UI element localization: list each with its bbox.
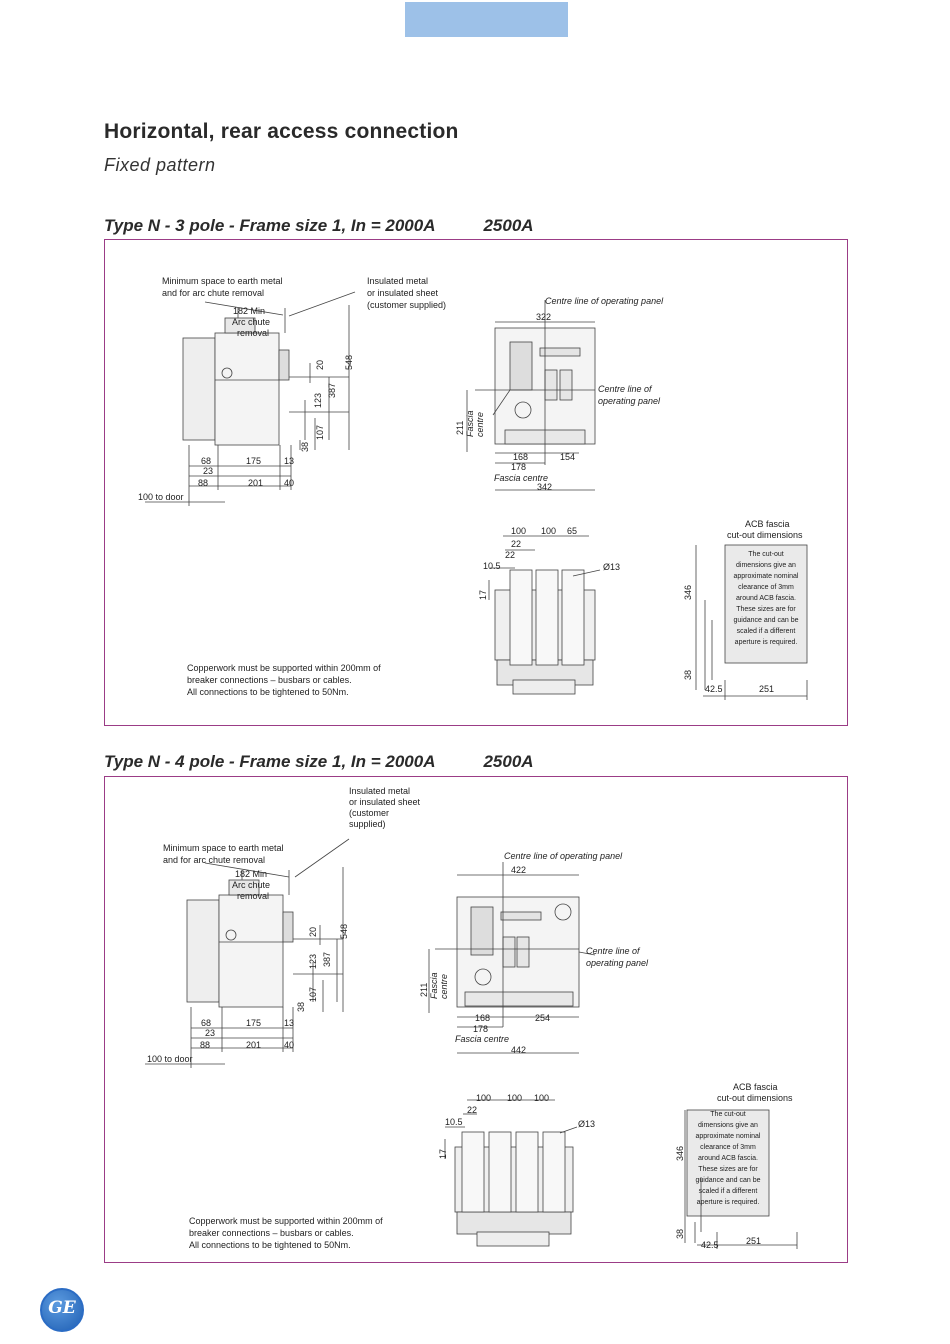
label-fascia-centre-2: Fascia centre [455, 1034, 510, 1044]
dim-107: 107 [315, 424, 325, 440]
label-insulated-2-2: or insulated sheet [349, 797, 421, 807]
dim-pitch-3: 65 [567, 526, 578, 536]
label-centre-line-right-2-2: operating panel [586, 958, 649, 968]
dim-42-5-2: 42.5 [701, 1240, 719, 1250]
label-fascia-2: Fascia [429, 972, 439, 999]
dim-211: 211 [455, 420, 465, 435]
dim-cut-38: 38 [683, 669, 693, 680]
dim-123: 123 [313, 392, 323, 408]
dim-23: 23 [203, 466, 214, 476]
copperwork-note-1: Copperwork must be supported within 200mm of [187, 663, 381, 673]
copperwork-note-2-2: breaker connections – busbars or cables. [189, 1228, 354, 1238]
label-min-space: Minimum space to earth metal [162, 276, 283, 286]
section-1-drawing [105, 240, 847, 725]
cutout-note-5: around ACB fascia. [736, 595, 796, 602]
dim-total-width: 342 [537, 482, 553, 492]
dim-17: 17 [478, 589, 488, 600]
label-arc-removal-2: and for arc chute removal [163, 855, 266, 865]
section-2-heading-b: 2500A [483, 752, 534, 771]
dim-40-2: 40 [284, 1040, 295, 1050]
dim-pitch-3-2: 100 [534, 1093, 550, 1103]
dim-42-5: 42.5 [705, 684, 723, 694]
dim-23-2: 23 [205, 1028, 216, 1038]
dim-10-5: 10.5 [483, 561, 501, 571]
label-182-min-2: 182 Min [235, 869, 268, 879]
cutout-note-1-2: The cut-out [710, 1111, 746, 1118]
label-cutout-dims: cut-out dimensions [727, 530, 803, 540]
cutout-note-8: scaled if a different [736, 628, 796, 635]
dim-cut-38-2: 38 [675, 1228, 685, 1239]
dim-pitch-1: 100 [511, 526, 527, 536]
label-arc-chute: Arc chute [232, 317, 271, 327]
label-centre-line-right-1: Centre line of [598, 384, 652, 394]
copperwork-note-3-2: All connections to be tightened to 50Nm. [189, 1240, 351, 1250]
dim-22-b: 22 [505, 550, 516, 560]
dim-251-2: 251 [746, 1236, 762, 1246]
label-centre-line-right-2: operating panel [598, 396, 661, 406]
label-arc-chute-2: Arc chute [232, 880, 271, 890]
dim-total-width-2: 442 [511, 1045, 527, 1055]
cutout-note-5-2: around ACB fascia. [698, 1155, 758, 1162]
section-2-frame [104, 776, 848, 1263]
dim-phi-13-2: Ø13 [578, 1119, 596, 1129]
page-subtitle: Fixed pattern [104, 155, 216, 175]
dim-178: 178 [511, 462, 527, 472]
dim-387-2: 387 [322, 951, 332, 967]
section-1-heading [104, 216, 534, 236]
label-min-space-2: Minimum space to earth metal [163, 843, 284, 853]
label-182-min: 182 Min [233, 306, 266, 316]
label-acb-fascia-2: ACB fascia [733, 1082, 778, 1092]
section-1-heading-a: Type N - 3 pole - Frame size 1, In = 2000A [104, 216, 436, 235]
dim-68-2: 68 [201, 1018, 212, 1028]
copperwork-note-3: All connections to be tightened to 50Nm. [187, 687, 349, 697]
label-removal-2: removal [237, 891, 270, 901]
dim-88-2: 88 [200, 1040, 211, 1050]
cutout-note-3-2: approximate nominal [695, 1133, 761, 1140]
dim-20-2: 20 [308, 926, 318, 937]
dim-10-5-2: 10.5 [445, 1117, 463, 1127]
label-centre: centre [475, 411, 485, 437]
dim-13-2: 13 [284, 1018, 295, 1028]
section-1-frame [104, 239, 848, 726]
dim-346-2: 346 [675, 1145, 685, 1161]
label-removal: removal [237, 328, 270, 338]
ge-logo-text: GE [48, 1298, 76, 1318]
dim-88: 88 [198, 478, 209, 488]
cutout-note-6-2: These sizes are for [698, 1166, 758, 1173]
dim-40: 40 [284, 478, 295, 488]
cutout-note-9: aperture is required. [734, 639, 798, 646]
dim-251: 251 [759, 684, 775, 694]
cutout-note-7-2: guidance and can be [695, 1177, 761, 1184]
label-insulated-3-2: (customer [349, 808, 390, 818]
page-title: Horizontal, rear access connection [104, 120, 459, 143]
cutout-note-3: approximate nominal [733, 573, 799, 580]
dim-right-2: 254 [535, 1013, 551, 1023]
label-centre-line-top-2: Centre line of operating panel [504, 851, 623, 861]
cutout-note-9-2: aperture is required. [696, 1199, 760, 1206]
cutout-note-4: clearance of 3mm [738, 584, 794, 591]
dim-20: 20 [315, 359, 325, 370]
label-fascia-centre: Fascia centre [494, 473, 549, 483]
dim-168: 168 [513, 452, 529, 462]
dim-22-a: 22 [511, 539, 522, 549]
dim-168-2: 168 [475, 1013, 491, 1023]
dim-68: 68 [201, 456, 212, 466]
section-2-heading-a: Type N - 4 pole - Frame size 1, In = 2000A [104, 752, 436, 771]
dim-107-2: 107 [308, 986, 318, 1002]
dim-178-2: 178 [473, 1024, 489, 1034]
ge-logo [40, 1288, 84, 1332]
copperwork-note-1-2: Copperwork must be supported within 200mm of [189, 1216, 383, 1226]
cutout-note-4-2: clearance of 3mm [700, 1144, 756, 1151]
label-100-to-door: 100 to door [138, 492, 184, 502]
dim-548-2: 548 [339, 923, 349, 939]
dim-211-2: 211 [419, 982, 429, 997]
section-2-drawing [105, 777, 847, 1262]
dim-123-2: 123 [308, 953, 318, 969]
dim-right: 154 [560, 452, 576, 462]
section-1-heading-b: 2500A [483, 216, 534, 235]
dim-17-2: 17 [438, 1148, 448, 1159]
dim-width-top-2: 422 [511, 865, 527, 875]
label-fascia: Fascia [465, 410, 475, 437]
cutout-note-2-2: dimensions give an [698, 1122, 758, 1129]
label-centre-line-right-1-2: Centre line of [586, 946, 640, 956]
header-tab [405, 2, 568, 37]
dim-pitch-1-2: 100 [476, 1093, 492, 1103]
label-insulated-1: Insulated metal [367, 276, 429, 286]
cutout-note-2: dimensions give an [736, 562, 796, 569]
label-cutout-dims-2: cut-out dimensions [717, 1093, 793, 1103]
label-arc-removal: and for arc chute removal [162, 288, 265, 298]
dim-13: 13 [284, 456, 295, 466]
label-insulated-2: or insulated sheet [367, 288, 439, 298]
label-insulated-4-2: supplied) [349, 819, 386, 829]
dim-201: 201 [248, 478, 264, 488]
label-insulated-1-2: Insulated metal [349, 786, 411, 796]
copperwork-note-2: breaker connections – busbars or cables. [187, 675, 352, 685]
label-centre-2: centre [439, 973, 449, 999]
label-insulated-3: (customer supplied) [367, 300, 447, 310]
dim-pitch-2: 100 [541, 526, 557, 536]
label-centre-line-top: Centre line of operating panel [545, 296, 664, 306]
dim-pitch-2-2: 100 [507, 1093, 523, 1103]
dim-175: 175 [246, 456, 262, 466]
dim-width-top: 322 [536, 312, 552, 322]
dim-346: 346 [683, 584, 693, 600]
dim-38: 38 [300, 441, 310, 452]
dim-phi-13: Ø13 [603, 562, 621, 572]
cutout-note-6: These sizes are for [736, 606, 796, 613]
dim-22-a-2: 22 [467, 1105, 478, 1115]
dim-201-2: 201 [246, 1040, 262, 1050]
dim-548: 548 [344, 354, 354, 370]
cutout-note-8-2: scaled if a different [698, 1188, 758, 1195]
cutout-note-7: guidance and can be [733, 617, 799, 624]
dim-387: 387 [327, 382, 337, 398]
label-acb-fascia: ACB fascia [745, 519, 790, 529]
section-2-heading [104, 752, 534, 772]
dim-38-2: 38 [296, 1001, 306, 1012]
label-100-to-door-2: 100 to door [147, 1054, 193, 1064]
dim-175-2: 175 [246, 1018, 262, 1028]
cutout-note-1: The cut-out [748, 551, 784, 558]
